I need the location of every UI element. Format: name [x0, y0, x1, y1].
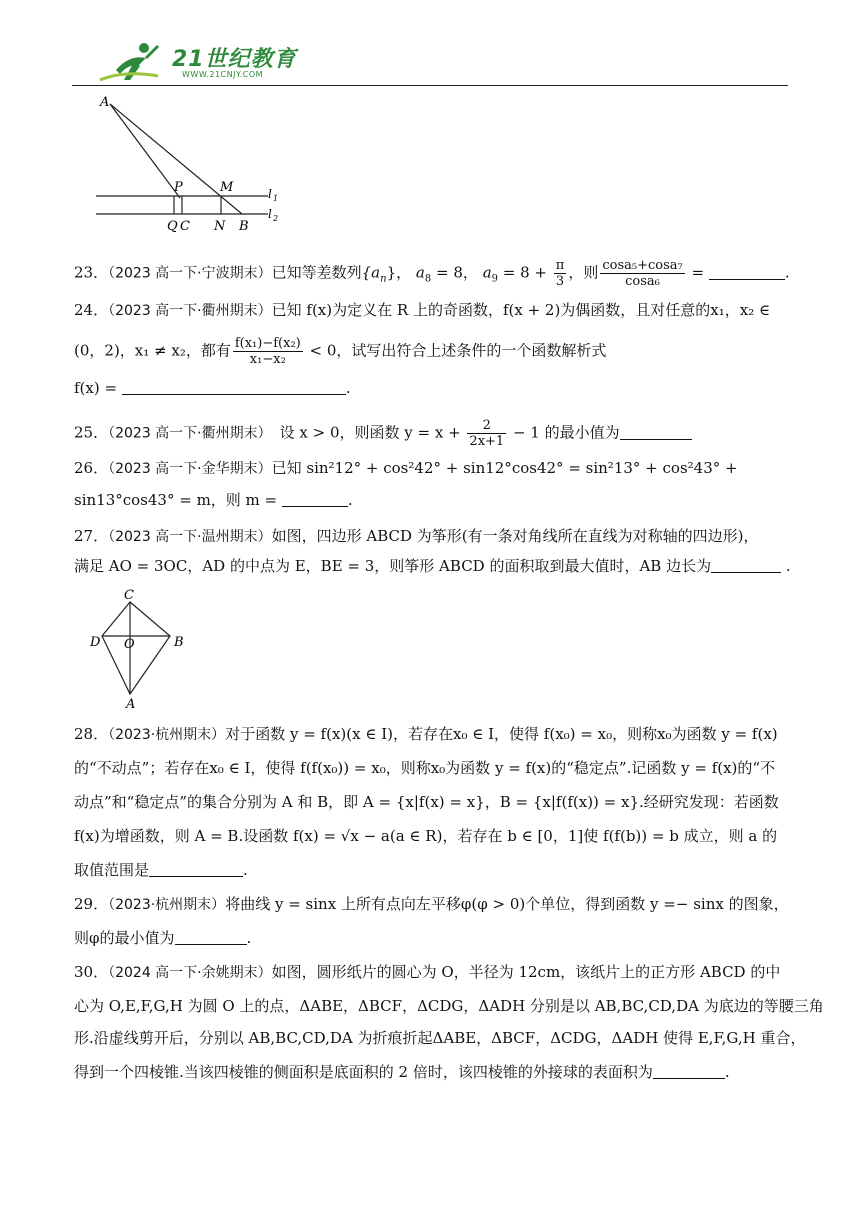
question-23: 23．（2023 高一下·宁波期末）已知等差数列$\{a_n\}$， $a_8 = 8$， $a_9 = 8$ + $\frac{\pi}{3}$ ，则 $\frac{\text{cosa₅+cosa₇}}{\text{cosa₆}}$ = .	[74, 258, 790, 289]
answer-blank-23[interactable]	[709, 265, 785, 280]
label-P: P	[174, 180, 183, 195]
question-30-line1: 30．（2024 高一下·余姚期末）如图，圆形纸片的圆心为 O，半径为 12cm，该纸片上的正方形 ABCD 的中	[74, 963, 781, 981]
label-l1-sub: 1	[273, 194, 279, 203]
answer-blank-25[interactable]	[620, 425, 692, 440]
question-29-line1: 29．（2023·杭州期末）将曲线 y = sinx 上所有点向左平移φ(φ > 0)个单位，得到函数 y =− sinx 的图象，	[74, 895, 789, 913]
question-26-line1: 26．（2023 高一下·金华期末）已知 sin²12° + cos²42° + sin12°cos42° = sin²13° + cos²43° +	[74, 459, 738, 477]
label-l1: l	[268, 187, 272, 201]
answer-blank-28[interactable]	[149, 862, 243, 877]
label-Q: Q	[167, 219, 178, 234]
header-rule	[72, 85, 788, 86]
question-27-line1: 27．（2023 高一下·温州期末）如图，四边形 ABCD 为筝形(有一条对角线所在直线为对称轴的四边形)，	[74, 527, 759, 545]
label-C: C	[180, 219, 190, 234]
question-24-line2: (0，2)，x₁ ≠ x₂，都有 $\frac{\text{f(x₁)−f(x₂)}}{\text{x₁−x₂}}$ < 0，试写出符合上述条件的一个函数解析式	[74, 336, 607, 367]
label-B: B	[239, 219, 249, 234]
label-l2-sub: 2	[273, 214, 279, 223]
question-24-line1: 24．（2023 高一下·衢州期末）已知 f(x)为定义在 R 上的奇函数，f(x + 2)为偶函数，且对任意的x₁，x₂ ∈	[74, 301, 771, 319]
fraction-f-diff: $\frac{\text{f(x₁)−f(x₂)}}{\text{x₁−x₂}}$	[234, 336, 301, 367]
label-N: N	[214, 219, 226, 234]
question-24-line3: f(x) = .	[74, 379, 351, 397]
question-25: 25．（2023 高一下·衢州期末） 设 x > 0，则函数 y = x + $\frac{2}{2x+1}$ − 1 的最小值为	[74, 418, 788, 449]
question-28-line1: 28．（2023·杭州期末）对于函数 y = f(x)(x ∈ I)，若存在x₀ ∈ I，使得 f(x₀) = x₀，则称x₀为函数 y = f(x)	[74, 725, 778, 743]
question-30-line4: 得到一个四棱锥.当该四棱锥的侧面积是底面积的 2 倍时，该四棱锥的外接球的表面积为 .	[74, 1063, 730, 1081]
question-30-line2: 心为 O,E,F,G,H 为圆 O 上的点，ΔABE，ΔBCF，ΔCDG，ΔADH 分别是以 AB,BC,CD,DA 为底边的等腰三角	[74, 997, 824, 1015]
runner-logo-icon	[94, 40, 164, 84]
figure-parallel-lines	[88, 94, 288, 234]
label-C: C	[124, 588, 134, 603]
question-28-line3: 动点”和“稳定点”的集合分别为 A 和 B，即 A = {x|f(x) = x}，B = {x|f(f(x)) = x}.经研究发现：若函数	[74, 793, 779, 811]
label-B: B	[174, 635, 184, 650]
logo-text: 21世纪教育	[172, 47, 297, 72]
question-27-line2: 满足 AO = 3OC，AD 的中点为 E，BE = 3，则筝形 ABCD 的面积取到最大值时，AB 边长为 .	[74, 557, 791, 575]
answer-blank-29[interactable]	[175, 930, 247, 945]
label-D: D	[90, 635, 101, 650]
question-28-line5: 取值范围是 .	[74, 861, 248, 879]
label-O: O	[124, 637, 135, 652]
question-29-line2: 则φ的最小值为 .	[74, 929, 252, 947]
fraction-2-over: $\frac{2}{2x+1}$	[469, 418, 505, 449]
question-28-line2: 的“不动点”；若存在x₀ ∈ I，使得 f(f(x₀)) = x₀，则称x₀为函数 y = f(x)的“稳定点”.记函数 y = f(x)的“不	[74, 759, 776, 777]
label-l2: l	[268, 207, 272, 221]
label-A: A	[100, 95, 110, 110]
question-26-line2: sin13°cos43° = m，则 m = .	[74, 491, 353, 509]
fraction-pi-3: $\frac{\pi}{3}$	[555, 258, 565, 289]
logo-url: WWW.21CNJY.COM	[182, 70, 264, 79]
answer-blank-26[interactable]	[282, 492, 348, 507]
answer-blank-24[interactable]	[122, 380, 346, 395]
figure-kite	[90, 586, 200, 712]
answer-blank-27[interactable]	[711, 558, 781, 573]
answer-blank-30[interactable]	[653, 1064, 725, 1079]
label-M: M	[220, 180, 234, 195]
page-header	[72, 38, 788, 86]
label-A: A	[126, 697, 136, 712]
question-28-line4: f(x)为增函数，则 A = B.设函数 f(x) = √x − a(a ∈ R)，若存在 b ∈ [0，1]使 f(f(b)) = b 成立，则 a 的	[74, 827, 778, 845]
question-30-line3: 形.沿虚线剪开后，分别以 AB,BC,CD,DA 为折痕折起ΔABE，ΔBCF，ΔCDG，ΔADH 使得 E,F,G,H 重合，	[74, 1029, 806, 1047]
fraction-cos: $\frac{\text{cosa₅+cosa₇}}{\text{cosa₆}}$	[602, 258, 683, 289]
